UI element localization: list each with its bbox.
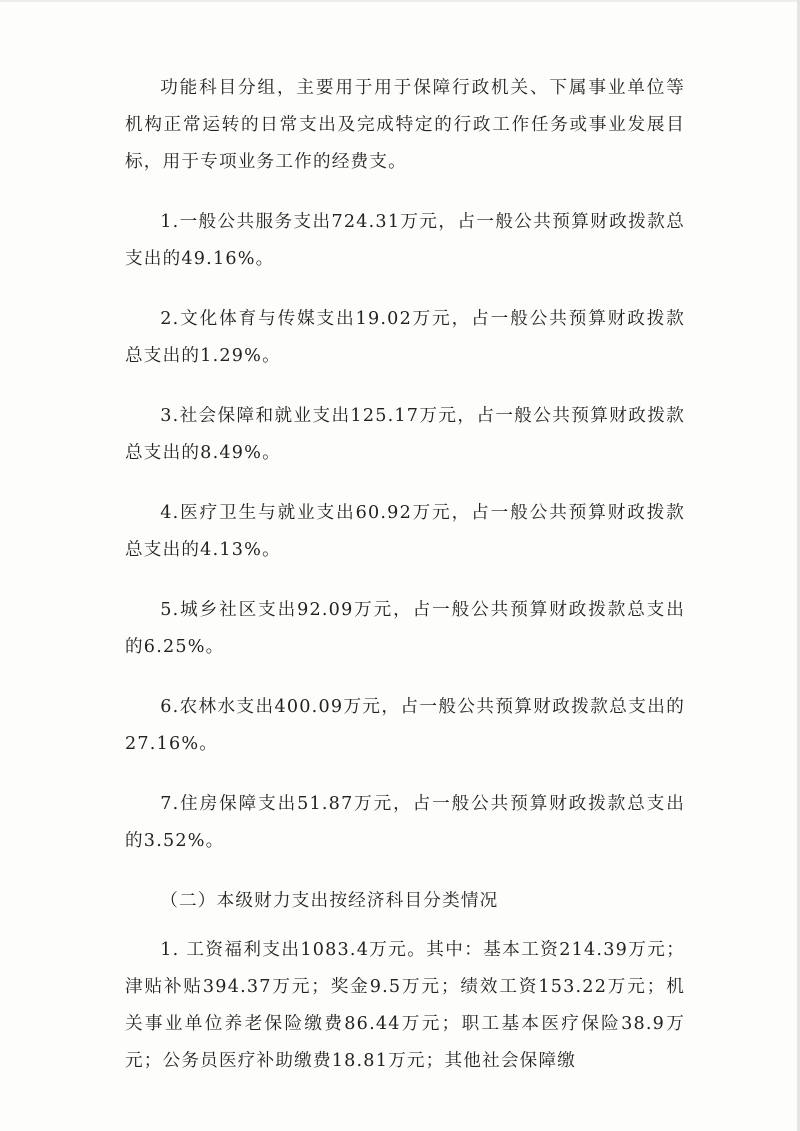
item-social-security-employment: 3.社会保障和就业支出125.17万元，占一般公共预算财政拨款总支出的8.49%。 (125, 406, 685, 463)
scan-border-top (0, 0, 800, 2)
item-housing-security: 7.住房保障支出51.87万元，占一般公共预算财政拨款总支出的3.52%。 (125, 794, 685, 851)
item-agriculture-forestry-water: 6.农林水支出400.09万元，占一般公共预算财政拨款总支出的27.16%。 (125, 697, 685, 754)
document-body (125, 70, 685, 1080)
item-urban-rural-community: 5.城乡社区支出92.09万元，占一般公共预算财政拨款总支出的6.25%。 (125, 600, 685, 657)
economic-classification-paragraph: 1. 工资福利支出1083.4万元。其中：基本工资214.39万元；津贴补贴394.37万元；奖金9.5万元；绩效工资153.22万元；机关事业单位养老保险缴费86.44万元；职工基本医疗保险38.9万元；公务员医疗补助缴费18.81万元；其他社会保障缴 (125, 940, 685, 1071)
item-culture-sports-media: 2.文化体育与传媒支出19.02万元，占一般公共预算财政拨款总支出的1.29%。 (125, 309, 685, 366)
intro-paragraph: 功能科目分组，主要用于用于保障行政机关、下属事业单位等机构正常运转的日常支出及完成特定的行政工作任务或事业发展目标，用于专项业务工作的经费支。 (125, 78, 685, 172)
item-medical-health: 4.医疗卫生与就业支出60.92万元，占一般公共预算财政拨款总支出的4.13%。 (125, 503, 685, 560)
item-general-public-services: 1.一般公共服务支出724.31万元，占一般公共预算财政拨款总支出的49.16%。 (125, 212, 685, 269)
section-heading: （二）本级财力支出按经济科目分类情况 (160, 891, 499, 911)
